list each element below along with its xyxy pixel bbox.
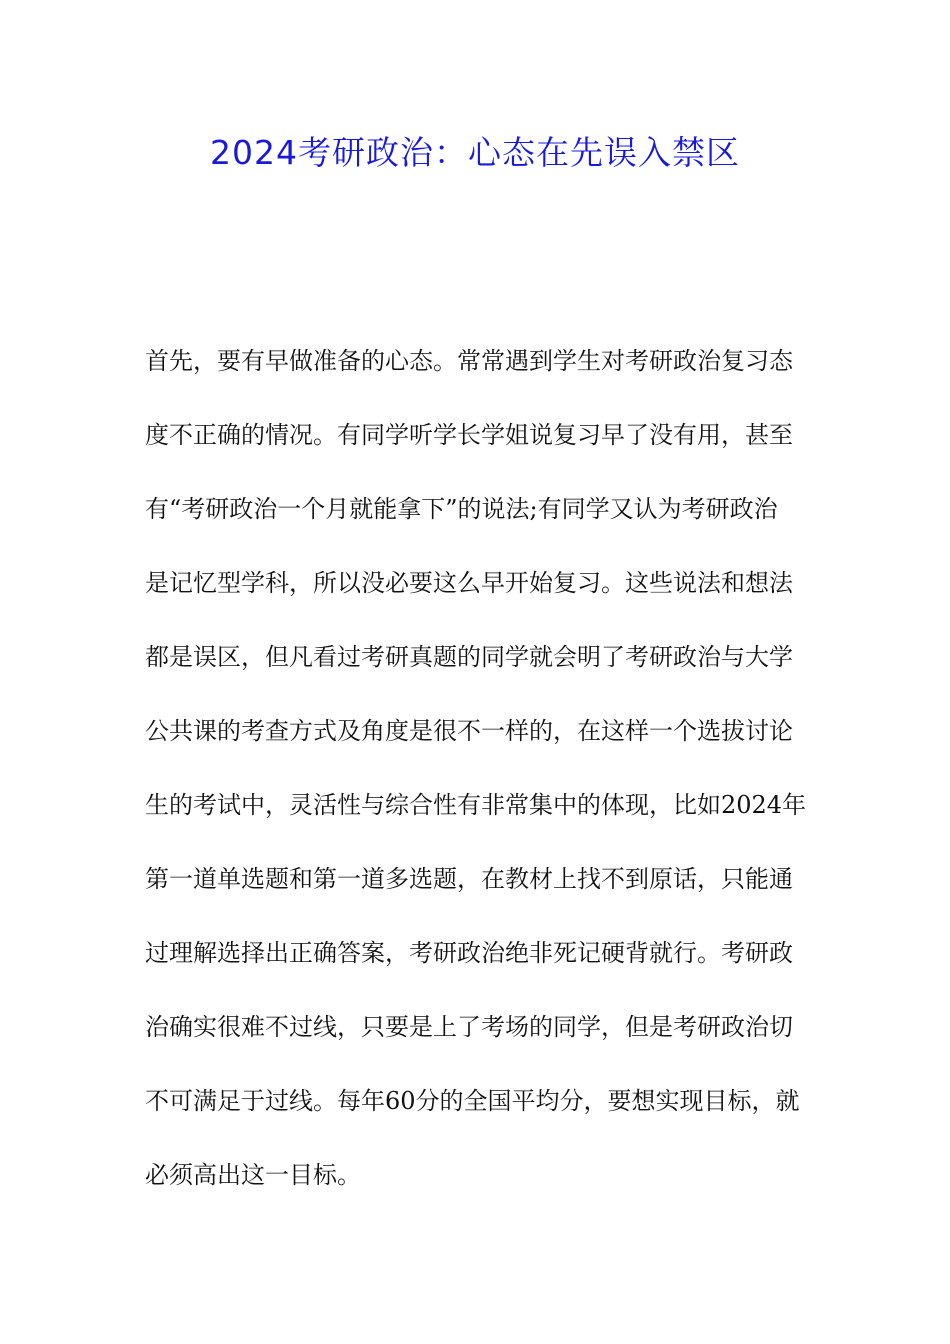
body-line: 生的考试中，灵活性与综合性有非常集中的体现，比如2024年 [145,791,807,819]
body-line: 必须高出这一目标。 [145,1161,361,1189]
body-line: 过理解选择出正确答案，考研政治绝非死记硬背就行。考研政 [145,939,793,967]
body-line: 有“考研政治一个月就能拿下”的说法;有同学又认为考研政治 [145,495,778,523]
document-body [145,336,815,1224]
body-line: 第一道单选题和第一道多选题，在教材上找不到原话，只能通 [145,865,793,893]
document-title: 2024考研政治：心态在先误入禁区 [210,133,740,172]
body-line: 都是误区，但凡看过考研真题的同学就会明了考研政治与大学 [145,643,793,671]
body-line: 首先，要有早做准备的心态。常常遇到学生对考研政治复习态 [145,347,793,375]
body-line: 是记忆型学科，所以没必要这么早开始复习。这些说法和想法 [145,569,793,597]
body-line: 度不正确的情况。有同学听学长学姐说复习早了没有用，甚至 [145,421,793,449]
body-line: 不可满足于过线。每年60分的全国平均分，要想实现目标，就 [145,1087,800,1115]
body-line: 治确实很难不过线，只要是上了考场的同学，但是考研政治切 [145,1013,793,1041]
body-line: 公共课的考查方式及角度是很不一样的，在这样一个选拔讨论 [145,717,793,745]
